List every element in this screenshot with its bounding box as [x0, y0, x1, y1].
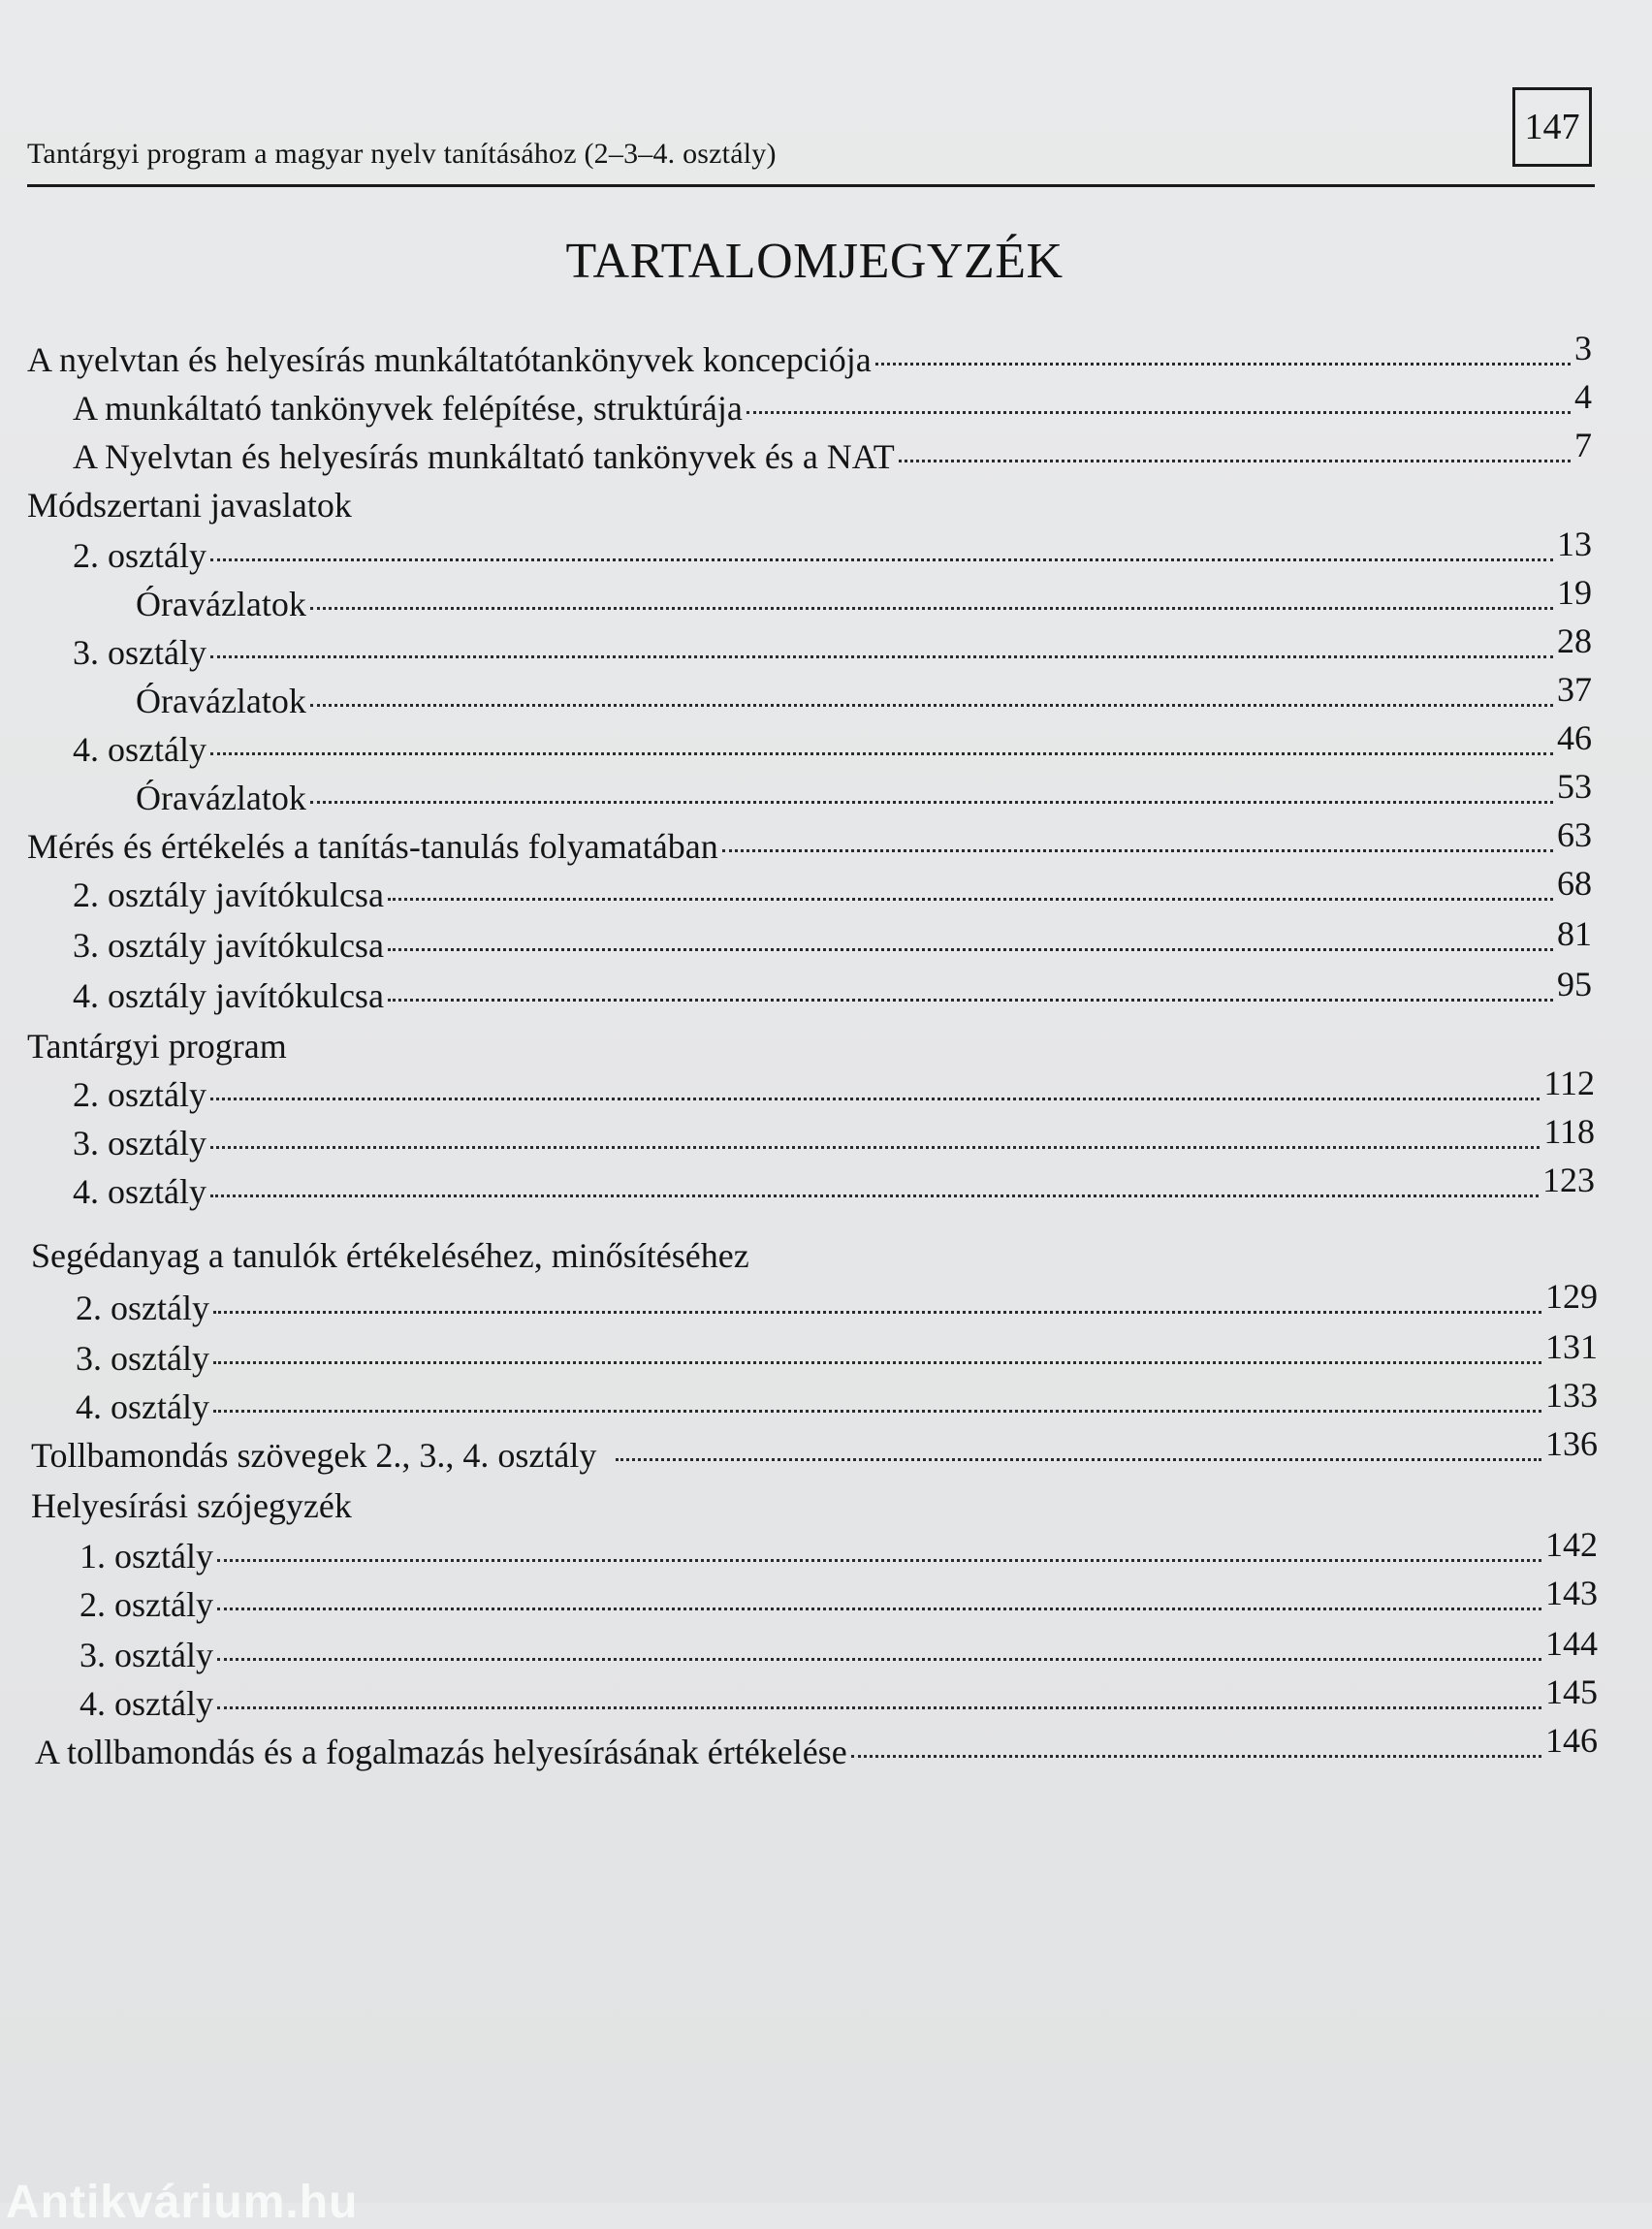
dot-leader — [310, 704, 1553, 707]
toc-entry-label: 3. osztály — [73, 1124, 206, 1162]
toc-entry-label: A nyelvtan és helyesírás munkáltatótankönyvek koncepciója — [27, 340, 872, 379]
toc-entry-page: 123 — [1542, 1161, 1595, 1199]
toc-entry-label: Óravázlatok — [136, 585, 306, 623]
dot-leader — [217, 1608, 1541, 1610]
toc-entry-label: A tollbamondás és a fogalmazás helyesírásának értékelése — [35, 1733, 847, 1771]
toc-entry-page: 81 — [1557, 914, 1592, 953]
toc-section-heading: Segédanyag a tanulók értékeléséhez, minősítéséhez — [31, 1236, 749, 1275]
toc-entry-page: 46 — [1557, 718, 1592, 757]
toc-entry-page: 63 — [1557, 815, 1592, 854]
toc-entry-label: 2. osztály javítókulcsa — [73, 876, 384, 914]
toc-entry-page: 118 — [1543, 1112, 1595, 1151]
toc-entry[interactable] — [27, 815, 1592, 869]
toc-entry[interactable] — [73, 1112, 1595, 1165]
toc-entry[interactable] — [136, 670, 1592, 723]
toc-entry[interactable] — [136, 767, 1592, 820]
toc-entry-page: 7 — [1574, 426, 1592, 464]
toc-entry[interactable] — [73, 377, 1592, 430]
dot-leader — [210, 1146, 1540, 1149]
dot-leader — [210, 655, 1553, 658]
toc-entry-page: 28 — [1557, 621, 1592, 660]
toc-entry-label: 3. osztály — [79, 1636, 213, 1674]
toc-entry-page: 19 — [1557, 573, 1592, 612]
dot-leader — [851, 1755, 1541, 1758]
dot-leader — [210, 1098, 1540, 1100]
running-header: Tantárgyi program a magyar nyelv tanításához (2–3–4. osztály) — [27, 138, 777, 170]
toc-entry[interactable] — [79, 1624, 1598, 1677]
dot-leader — [875, 363, 1571, 366]
dot-leader — [213, 1311, 1541, 1314]
toc-entry-page: 4 — [1574, 377, 1592, 416]
toc-entry-page: 131 — [1545, 1327, 1598, 1366]
dot-leader — [210, 558, 1553, 561]
toc-entry[interactable] — [73, 914, 1592, 968]
dot-leader — [217, 1706, 1541, 1709]
dot-leader — [747, 411, 1571, 414]
dot-leader — [210, 752, 1553, 755]
toc-entry-label: Mérés és értékelés a tanítás-tanulás folyamatában — [27, 827, 718, 866]
toc-entry-label: Óravázlatok — [136, 779, 306, 817]
toc-entry-page: 112 — [1543, 1064, 1595, 1102]
toc-entry[interactable] — [79, 1672, 1598, 1726]
dot-leader — [722, 849, 1553, 852]
toc-entry[interactable] — [73, 621, 1592, 675]
dot-leader — [213, 1361, 1541, 1364]
toc-entry-page: 95 — [1557, 965, 1592, 1003]
dot-leader — [210, 1194, 1539, 1197]
toc-entry-label: A Nyelvtan és helyesírás munkáltató tankönyvek és a NAT — [73, 437, 895, 476]
dot-leader — [310, 801, 1553, 804]
dot-leader — [616, 1458, 1541, 1461]
toc-entry-label: 4. osztály — [76, 1387, 209, 1426]
toc-entry-label: 2. osztály — [73, 536, 206, 575]
toc-entry-label: 3. osztály — [73, 633, 206, 672]
toc-entry[interactable] — [73, 426, 1592, 479]
dot-leader — [388, 999, 1553, 1002]
toc-entry[interactable] — [76, 1376, 1598, 1429]
toc-entry-page: 145 — [1545, 1672, 1598, 1711]
toc-entry-label: Óravázlatok — [136, 682, 306, 720]
toc-entry-label: 4. osztály javítókulcsa — [73, 976, 384, 1015]
toc-entry-label: 3. osztály — [76, 1339, 209, 1378]
toc-entry[interactable] — [73, 1161, 1595, 1214]
toc-entry-label: 2. osztály — [76, 1289, 209, 1327]
toc-entry[interactable] — [73, 965, 1592, 1018]
toc-entry[interactable] — [73, 1064, 1595, 1117]
toc-entry-label: 2. osztály — [79, 1585, 213, 1624]
toc-entry[interactable] — [73, 525, 1592, 578]
dot-leader — [388, 948, 1553, 951]
toc-entry-label: A munkáltató tankönyvek felépítése, struktúrája — [73, 389, 743, 428]
dot-leader — [310, 607, 1553, 610]
toc-entry[interactable] — [73, 864, 1592, 917]
toc-entry-label: 4. osztály — [73, 730, 206, 769]
toc-entry-label: 3. osztály javítókulcsa — [73, 926, 384, 965]
toc-entry[interactable] — [31, 1424, 1598, 1478]
toc-entry[interactable] — [79, 1574, 1598, 1627]
dot-leader — [217, 1559, 1541, 1562]
dot-leader — [899, 460, 1571, 462]
dot-leader — [213, 1410, 1541, 1413]
toc-entry-page: 13 — [1557, 525, 1592, 563]
toc-section-heading: Módszertani javaslatok — [27, 486, 352, 525]
header-rule — [27, 184, 1595, 187]
toc-entry[interactable] — [79, 1525, 1598, 1578]
toc-entry[interactable] — [136, 573, 1592, 626]
page-title: TARTALOMJEGYZÉK — [565, 234, 1064, 289]
toc-entry-label: 4. osztály — [73, 1172, 206, 1211]
toc-entry-page: 144 — [1545, 1624, 1598, 1663]
toc-entry-page: 143 — [1545, 1574, 1598, 1612]
toc-entry-label: 2. osztály — [73, 1075, 206, 1114]
toc-entry-page: 136 — [1545, 1424, 1598, 1463]
toc-entry-page: 3 — [1574, 329, 1592, 367]
watermark: Antikvárium.hu — [6, 2177, 359, 2228]
toc-entry[interactable] — [73, 718, 1592, 772]
toc-entry-page: 142 — [1545, 1525, 1598, 1564]
dot-leader — [217, 1658, 1541, 1661]
page-number-box: 147 — [1512, 87, 1592, 167]
toc-entry-page: 68 — [1557, 864, 1592, 903]
toc-entry[interactable] — [35, 1721, 1598, 1774]
toc-entry-page: 129 — [1545, 1277, 1598, 1316]
toc-entry-page: 133 — [1545, 1376, 1598, 1415]
toc-section-heading: Tantárgyi program — [27, 1027, 287, 1066]
toc-entry[interactable] — [76, 1277, 1598, 1330]
toc-entry-page: 37 — [1557, 670, 1592, 709]
toc-entry-page: 53 — [1557, 767, 1592, 806]
toc-entry[interactable] — [76, 1327, 1598, 1381]
toc-section-heading: Helyesírási szójegyzék — [31, 1486, 352, 1525]
toc-entry-label: 4. osztály — [79, 1684, 213, 1723]
toc-entry-label: 1. osztály — [79, 1537, 213, 1576]
toc-entry-label: Tollbamondás szövegek 2., 3., 4. osztály — [31, 1436, 597, 1475]
toc-entry-page: 146 — [1545, 1721, 1598, 1760]
dot-leader — [388, 898, 1553, 901]
toc-entry[interactable] — [27, 329, 1592, 382]
